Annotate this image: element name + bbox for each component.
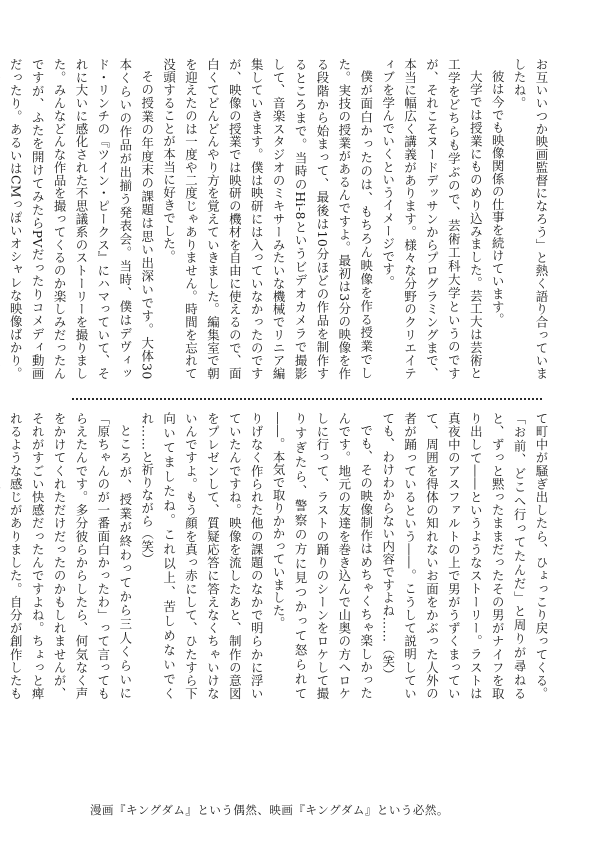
paragraph: 大学では授業にものめり込みました。芸工大は芸術と工学をどちらも学ぶので、芸術工科大学というのですが、それこそヌードデッサンからプログラミングまで、本当に幅広く講義があります。様々な分野のクリエイティブを学んでいくというイメージです。 [380, 58, 484, 380]
text-block-upper [8, 58, 552, 380]
paragraph: 彼は今でも映像関係の仕事を続けています。 [490, 70, 506, 327]
running-footer-caption: 漫画『キングダム』という偶然、映画『キングダム』という必然。 [90, 803, 449, 817]
dotted-divider [72, 398, 542, 400]
paragraph: ところが、授業が終わってから三人くらいに「原ちゃんのが一番面白かったわ」って言ってもらえたんです。多分彼らからしたら、何気なく声をかけてくれただけだったのかもしれませんが、それがすごい快感だったんですよね。ちょっと痺れるような感じがありました。自分が創作したも [8, 412, 133, 700]
paragraph: 僕が面白かったのは、もちろん映像を作る授業でした。実技の授業があるんですよ。最初は3分の映像を作る段階から始まって、最後は10分ほどの作品を制作するところまで。当時のHi-8というビデオカメラで撮影して、音楽スタジオのミキサーみたいな機械でリニア編集していきます。僕は映研には入っていなかったのですが、映像の授業では映研の機材を自由に使えるので、面白くてどんどんやり方を覚えていきました。編集室で朝を迎えたのは一度や二度じゃありません。時間を忘れて没頭することが本当に好きでした。 [161, 58, 374, 380]
paragraph: お互いいつか映画監督になろう」と熱く語り合っていましたね。 [512, 58, 549, 380]
paragraph: りげなく作られた他の課題のなかで明らかに浮いていたんですね。映像を流したあと、制作の意図をプレゼンして、質疑応答に答えなくちゃいけないんですよ。もう顔を真っ赤にして、ひたすら下向いてましたね。これ以上、苦しめないでくれ……と祈りながら（笑） [139, 412, 265, 700]
paragraph: その授業の年度末の課題は思い出深いです。大体30本くらいの作品が出揃う発表会。当時、僕はデヴィッド・リンチの『ツイン・ピークス』にハマっていて、それに大いに感化された不思議系のストーリーを撮りました。みんなどんな作品を撮ってくるのか楽しみだったんですが、ふたを開けてみたらPVだったりコメディ動画だったり。あるいはCMっぽいオシャレな映像ばかり。 [8, 58, 155, 380]
paragraph: て町中が騒ぎ出したら、ひょっこり戻ってくる。「お前、どこへ行ってたんだ」と周りが尋ねると、ずっと黙ったままだったその男がナイフを取り出して――というようなストーリー。ラストは真夜中のアスファルトの上で男がうずくまっていて、周囲を得体の知れないお面をかぶった人外の者が踊っているという――。こうして説明していても、わけわからない内容ですよね……（笑） [380, 412, 549, 700]
paragraph: でも、その映像制作はめちゃくちゃ楽しかったんです。地元の友達を巻き込んで山奥の方へロケしに行って、ラストの踊りのシーンをロケして撮りすぎたら、警察の方に見つかって怒られて――。本気で取りかかっていました。 [271, 412, 374, 700]
text-block-lower [8, 412, 552, 700]
